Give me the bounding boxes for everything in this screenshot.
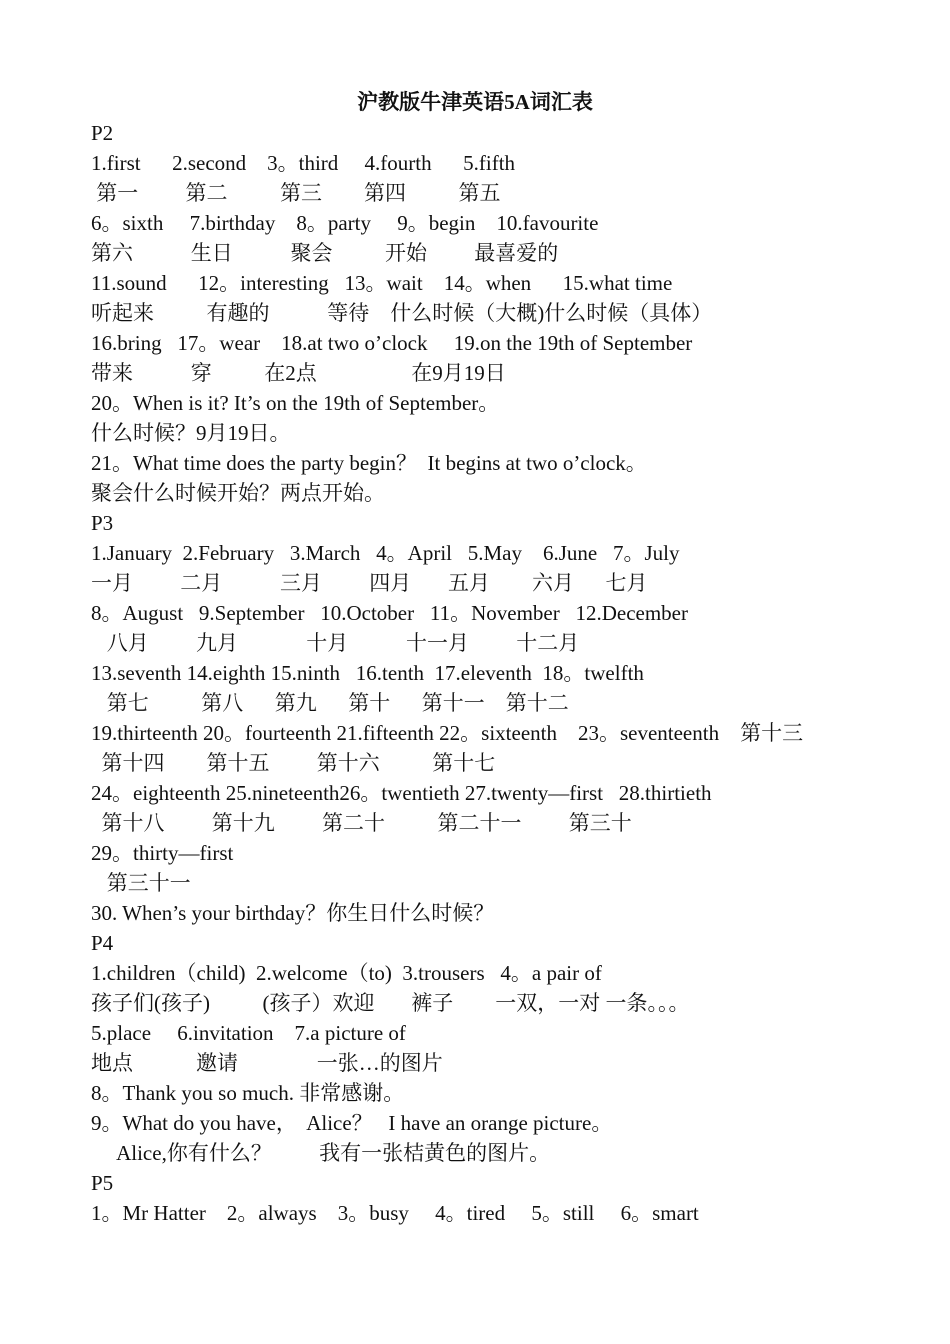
text-line: 第一 第二 第三 第四 第五 <box>91 181 501 205</box>
text-line: 孩子们(孩子) (孩子）欢迎 裤子 一双，一对 一条。。。 <box>91 991 690 1015</box>
text-line: 9。What do you have， Alice？ I have an orange picture。 <box>91 1111 613 1135</box>
text-line: 5.place 6.invitation 7.a picture of <box>91 1021 406 1045</box>
text-line: 1。Mr Hatter 2。always 3。busy 4。tired 5。still 6。smart <box>91 1201 699 1225</box>
text-line: 13.seventh 14.eighth 15.ninth 16.tenth 17.eleventh 18。twelfth <box>91 661 644 685</box>
text-line: 16.bring 17。wear 18.at two o’clock 19.on the 19th of September <box>91 331 693 355</box>
text-line: 19.thirteenth 20。fourteenth 21.fifteenth 22。sixteenth 23。seventeenth 第十三 <box>91 721 804 745</box>
text-line: 24。eighteenth 25.nineteenth26。twentieth 27.twenty—first 28.thirtieth <box>91 781 712 805</box>
section-heading-p4: P4 <box>91 931 114 955</box>
text-line: 带来 穿 在2点 在9月19日 <box>91 361 506 385</box>
text-line: 1.children（child) 2.welcome（to) 3.trousers 4。a pair of <box>91 961 602 985</box>
text-line: 第十四 第十五 第十六 第十七 <box>91 751 496 775</box>
text-line: 第六 生日 聚会 开始 最喜爱的 <box>91 241 559 265</box>
text-line: 21。What time does the party begin？ It begins at two o’clock。 <box>91 451 647 475</box>
text-line: 11.sound 12。interesting 13。wait 14。when 15.what time <box>91 271 673 295</box>
text-line: 八月 九月 十月 十一月 十二月 <box>91 631 580 655</box>
document-body <box>91 118 911 1228</box>
text-line: 地点 邀请 一张…的图片 <box>91 1051 443 1075</box>
text-line: 什么时候？9月19日。 <box>91 421 291 445</box>
text-line: Alice,你有什么？ 我有一张桔黄色的图片。 <box>91 1141 551 1165</box>
text-line: 第三十一 <box>91 871 191 895</box>
text-line: 1.January 2.February 3.March 4。April 5.May 6.June 7。July <box>91 541 680 565</box>
text-line: 聚会什么时候开始？两点开始。 <box>91 481 385 505</box>
text-line: 一月 二月 三月 四月 五月 六月 七月 <box>91 571 648 595</box>
section-heading-p5: P5 <box>91 1171 114 1195</box>
section-heading-p3: P3 <box>91 511 114 535</box>
document-title: 沪教版牛津英语5A词汇表 <box>357 90 593 114</box>
text-line: 8。Thank you so much. 非常感谢。 <box>91 1081 405 1105</box>
section-heading-p2: P2 <box>91 121 114 145</box>
text-line: 听起来 有趣的 等待 什么时候（大概)什么时候（具体） <box>91 301 713 325</box>
text-line: 第十八 第十九 第二十 第二十一 第三十 <box>91 811 632 835</box>
text-line: 8。August 9.September 10.October 11。November 12.December <box>91 601 688 625</box>
text-line: 20。When is it? It’s on the 19th of September。 <box>91 391 500 415</box>
text-line: 30. When’s your birthday？你生日什么时候？ <box>91 901 495 925</box>
text-line: 29。thirty—first <box>91 841 234 865</box>
text-line: 6。sixth 7.birthday 8。party 9。begin 10.favourite <box>91 211 599 235</box>
text-line: 第七 第八 第九 第十 第十一 第十二 <box>91 691 569 715</box>
text-line: 1.first 2.second 3。third 4.fourth 5.fifth <box>91 151 516 175</box>
